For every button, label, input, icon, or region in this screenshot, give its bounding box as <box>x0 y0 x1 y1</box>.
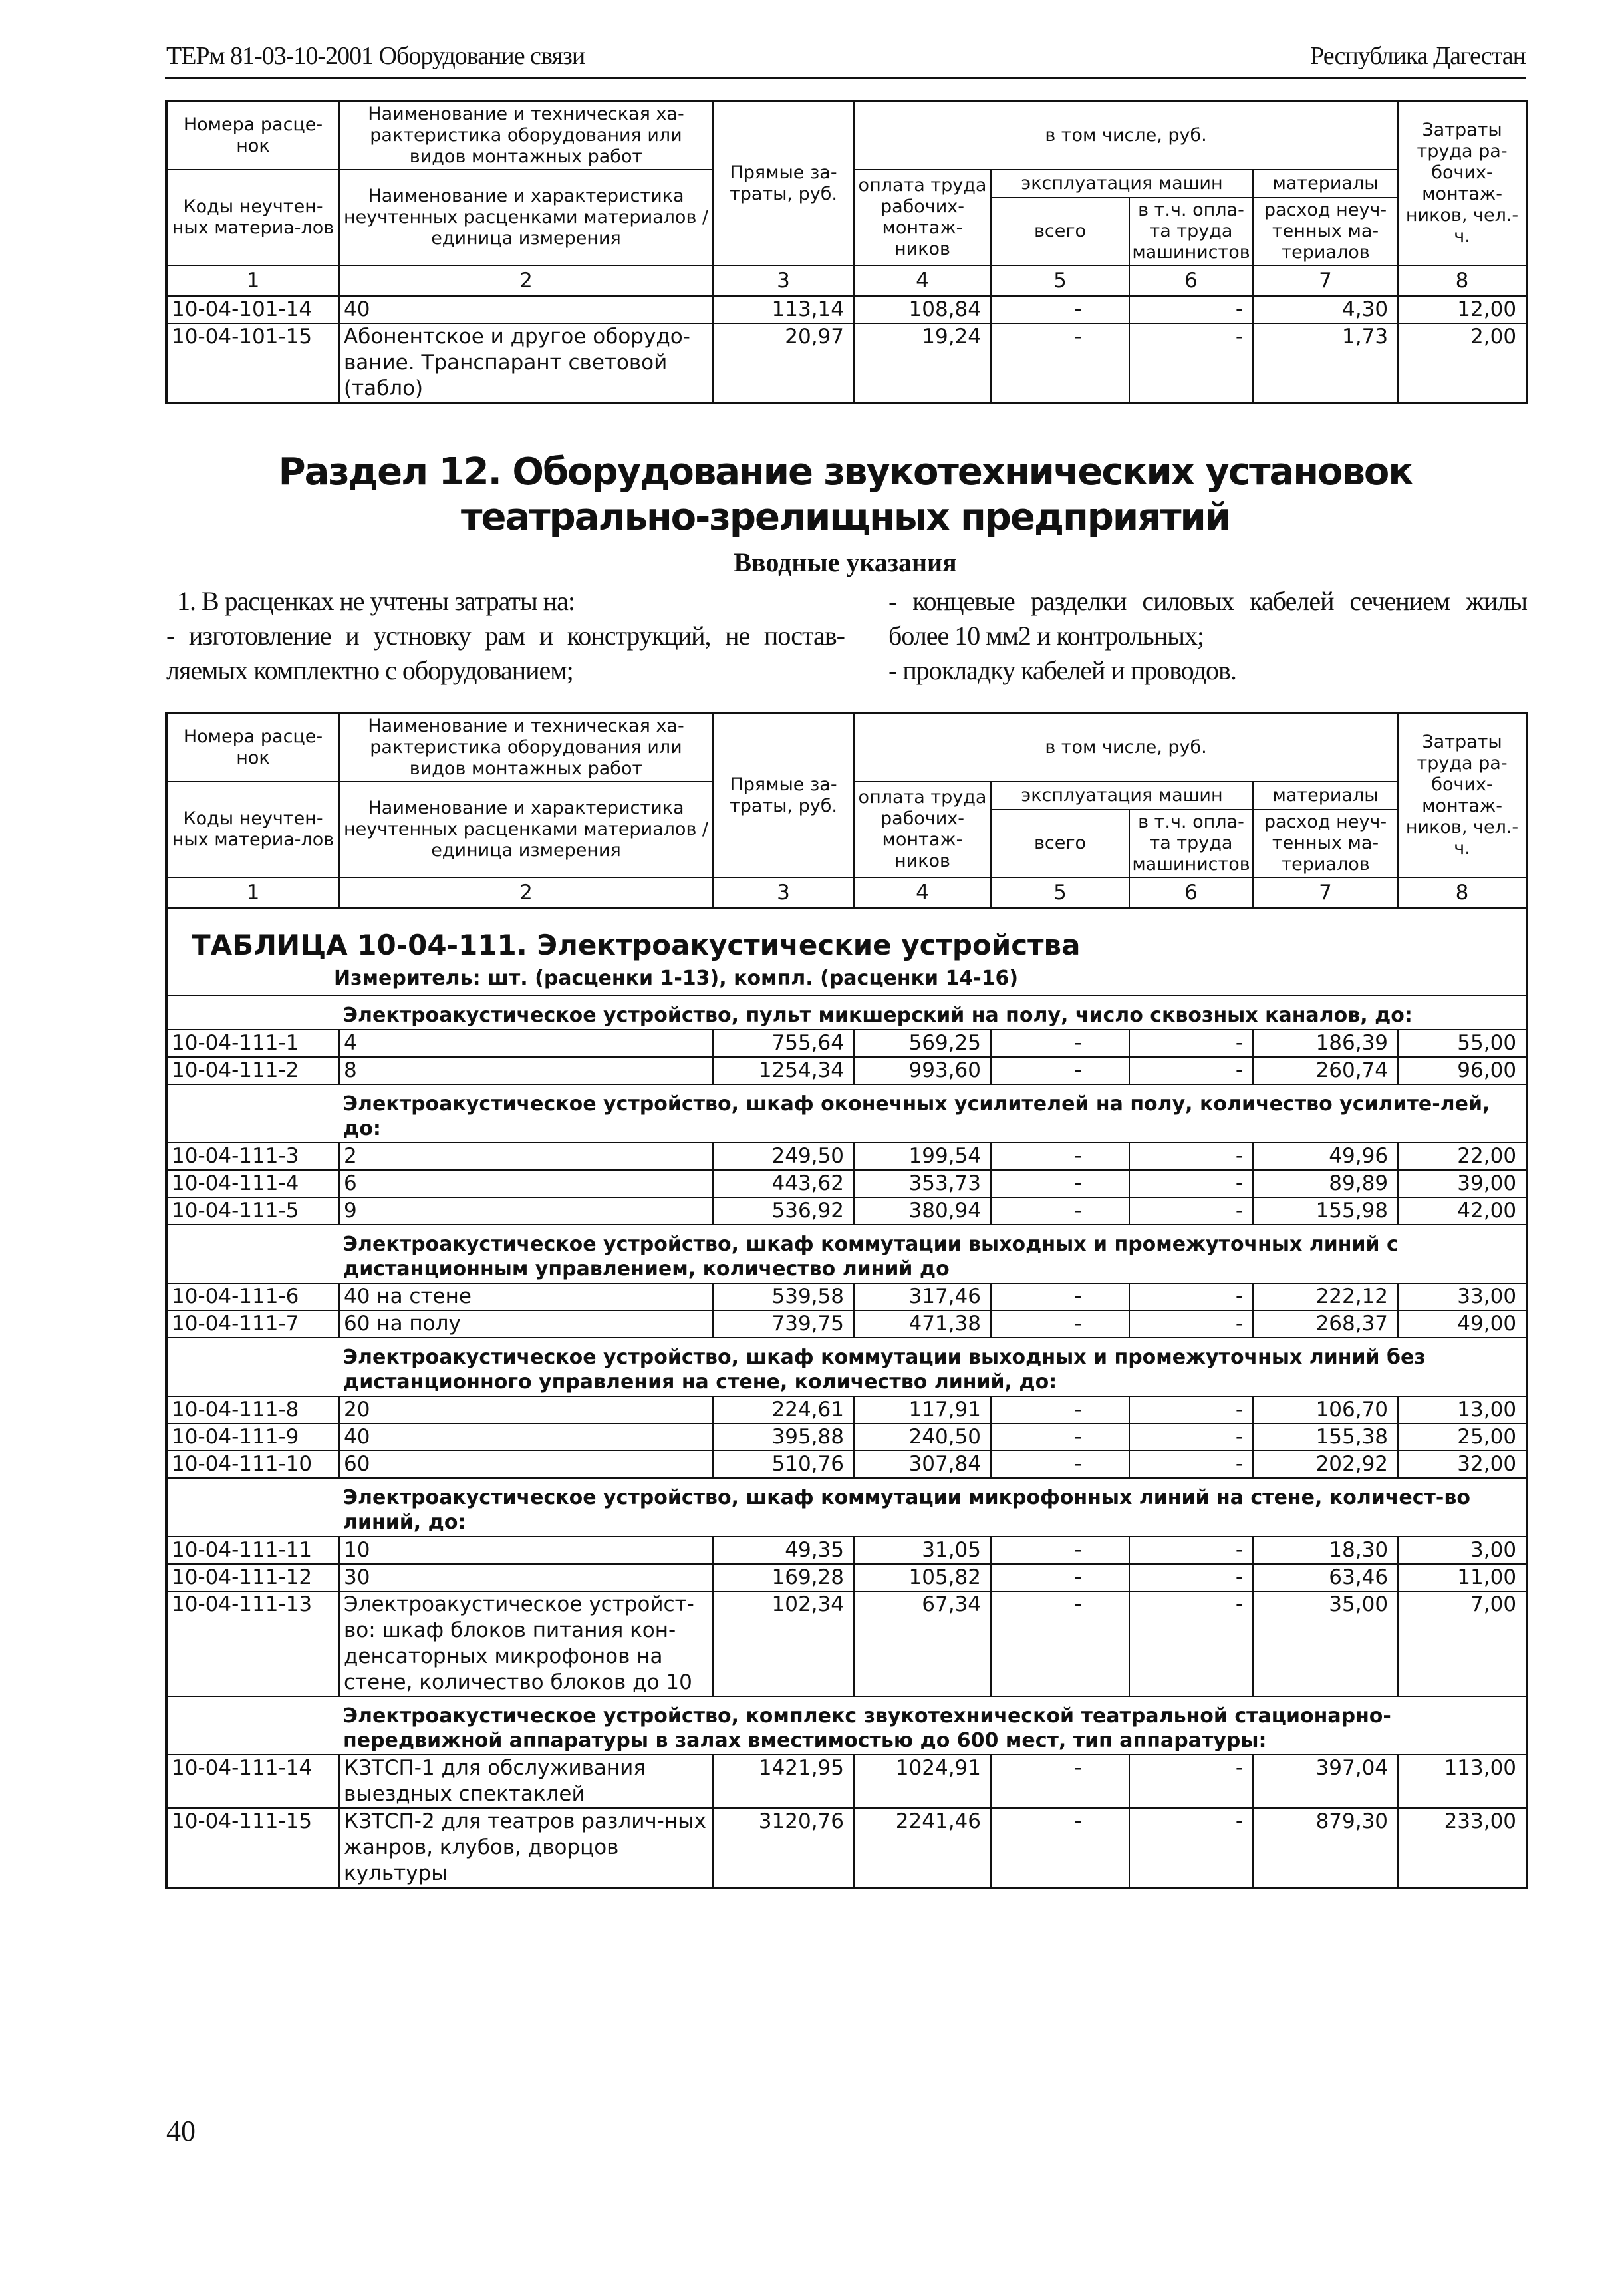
section-title <box>165 450 1526 540</box>
materials-value: 106,70 <box>1253 1396 1398 1424</box>
labor-hours-value: 13,00 <box>1398 1396 1527 1424</box>
col-head-work-name: Наименование и техническая ха-рактеристика оборудования или видов монтажных работ <box>339 101 713 170</box>
worker-pay-value: 317,46 <box>854 1283 991 1310</box>
machine-total-value: - <box>991 1310 1129 1338</box>
machine-total-value: - <box>991 1564 1129 1591</box>
col-index-number: 1 <box>166 877 339 908</box>
table-title: ТАБЛИЦА 10-04-111. Электроакустические устройства <box>192 929 1081 961</box>
machinist-pay-value: - <box>1129 1451 1253 1478</box>
rate-name: 30 <box>339 1564 713 1591</box>
rate-code: 10-04-111-3 <box>166 1143 339 1170</box>
col-head-material-codes: Коды неучтен-ных материа-лов <box>166 782 339 877</box>
table-row <box>166 1197 1527 1225</box>
worker-pay-value: 240,50 <box>854 1424 991 1451</box>
col-head-machinist-pay: в т.ч. опла-та труда машинистов <box>1129 198 1253 265</box>
col-head-including: в том числе, руб. <box>854 713 1398 782</box>
col-index-number: 5 <box>991 877 1129 908</box>
rate-code: 10-04-101-14 <box>166 296 339 323</box>
machinist-pay-value: - <box>1129 1030 1253 1057</box>
col-index-number: 6 <box>1129 265 1253 296</box>
machine-total-value: - <box>991 1283 1129 1310</box>
labor-hours-value: 55,00 <box>1398 1030 1527 1057</box>
direct-costs-value: 1254,34 <box>713 1057 854 1084</box>
col-head-worker-pay: оплата труда рабочих-монтаж-ников <box>854 170 991 265</box>
col-head-rate-number: Номера расце-нок <box>166 713 339 782</box>
rate-name: КЗТСП-2 для театров различ-ных жанров, клубов, дворцов культуры <box>339 1808 713 1888</box>
direct-costs-value: 1421,95 <box>713 1755 854 1808</box>
direct-costs-value: 3120,76 <box>713 1808 854 1888</box>
machine-total-value: - <box>991 323 1129 403</box>
rate-code: 10-04-111-7 <box>166 1310 339 1338</box>
group-heading: Электроакустическое устройство, пульт микшерский на полу, число сквозных каналов, до: <box>339 996 1527 1030</box>
materials-value: 155,98 <box>1253 1197 1398 1225</box>
rate-name: 60 <box>339 1451 713 1478</box>
direct-costs-value: 510,76 <box>713 1451 854 1478</box>
machinist-pay-value: - <box>1129 1310 1253 1338</box>
col-head-unaccounted-materials: расход неуч-тенных ма-териалов <box>1253 198 1398 265</box>
col-head-machine-total: всего <box>991 810 1129 877</box>
col-index-number: 2 <box>339 265 713 296</box>
section-title-line2: театрально-зрелищных предприятий <box>461 496 1230 539</box>
rate-name: 60 на полу <box>339 1310 713 1338</box>
table-row <box>166 1170 1527 1197</box>
rate-code: 10-04-111-9 <box>166 1424 339 1451</box>
labor-hours-value: 2,00 <box>1398 323 1527 403</box>
rate-code: 10-04-111-15 <box>166 1808 339 1888</box>
materials-value: 89,89 <box>1253 1170 1398 1197</box>
group-heading-row <box>166 1338 1527 1396</box>
table-row <box>166 1755 1527 1808</box>
rate-code: 10-04-101-15 <box>166 323 339 403</box>
col-index-number: 6 <box>1129 877 1253 908</box>
direct-costs-value: 102,34 <box>713 1591 854 1696</box>
labor-hours-value: 3,00 <box>1398 1537 1527 1564</box>
labor-hours-value: 42,00 <box>1398 1197 1527 1225</box>
direct-costs-value: 169,28 <box>713 1564 854 1591</box>
worker-pay-value: 19,24 <box>854 323 991 403</box>
labor-hours-value: 33,00 <box>1398 1283 1527 1310</box>
machine-total-value: - <box>991 1451 1129 1478</box>
rate-name: КЗТСП-1 для обслуживания выездных спектаклей <box>339 1755 713 1808</box>
worker-pay-value: 67,34 <box>854 1591 991 1696</box>
page-number: 40 <box>166 2115 196 2147</box>
labor-hours-value: 49,00 <box>1398 1310 1527 1338</box>
machinist-pay-value: - <box>1129 1057 1253 1084</box>
worker-pay-value: 199,54 <box>854 1143 991 1170</box>
rate-code: 10-04-111-11 <box>166 1537 339 1564</box>
machinist-pay-value: - <box>1129 1564 1253 1591</box>
group-heading-row <box>166 996 1527 1030</box>
machinist-pay-value: - <box>1129 296 1253 323</box>
col-head-material-codes: Коды неучтен-ных материа-лов <box>166 170 339 265</box>
intro-paragraph: - изготовление и устновку рам и конструкций, не постав-ляемых комплектно с оборудованием; <box>166 621 845 685</box>
table-row <box>166 1591 1527 1696</box>
col-head-material-name: Наименование и характеристика неучтенных расценками материалов / единица измерения <box>339 782 713 877</box>
intro-paragraph: - прокладку кабелей и проводов. <box>888 655 1236 685</box>
machinist-pay-value: - <box>1129 1197 1253 1225</box>
running-header-region: Республика Дагестан <box>1310 42 1526 70</box>
direct-costs-value: 113,14 <box>713 296 854 323</box>
col-head-materials: материалы <box>1253 782 1398 810</box>
direct-costs-value: 395,88 <box>713 1424 854 1451</box>
col-index-number: 2 <box>339 877 713 908</box>
intro-right-column <box>888 584 1527 688</box>
group-heading: Электроакустическое устройство, шкаф коммутации микрофонных линий на стене, количест-во линий, до: <box>339 1478 1527 1537</box>
rate-name: 40 <box>339 1424 713 1451</box>
col-head-including: в том числе, руб. <box>854 101 1398 170</box>
machinist-pay-value: - <box>1129 1808 1253 1888</box>
machine-total-value: - <box>991 1424 1129 1451</box>
section-title-line1: Раздел 12. Оборудование звукотехнических установок <box>278 450 1413 494</box>
rate-name: 20 <box>339 1396 713 1424</box>
machinist-pay-value: - <box>1129 1143 1253 1170</box>
rate-name: 40 <box>339 296 713 323</box>
header-rule <box>165 77 1526 79</box>
labor-hours-value: 22,00 <box>1398 1143 1527 1170</box>
worker-pay-value: 2241,46 <box>854 1808 991 1888</box>
table-row <box>166 323 1527 403</box>
worker-pay-value: 353,73 <box>854 1170 991 1197</box>
col-index-number: 3 <box>713 265 854 296</box>
materials-value: 35,00 <box>1253 1591 1398 1696</box>
rate-name: 6 <box>339 1170 713 1197</box>
rate-name: 2 <box>339 1143 713 1170</box>
table-row <box>166 1451 1527 1478</box>
machine-total-value: - <box>991 1396 1129 1424</box>
rate-code: 10-04-111-5 <box>166 1197 339 1225</box>
labor-hours-value: 32,00 <box>1398 1451 1527 1478</box>
table-row <box>166 1283 1527 1310</box>
rates-table-top <box>165 100 1528 404</box>
rate-code: 10-04-111-2 <box>166 1057 339 1084</box>
intro-heading: Вводные указания <box>734 547 957 577</box>
labor-hours-value: 39,00 <box>1398 1170 1527 1197</box>
worker-pay-value: 471,38 <box>854 1310 991 1338</box>
worker-pay-value: 105,82 <box>854 1564 991 1591</box>
machine-total-value: - <box>991 1143 1129 1170</box>
rate-name: 4 <box>339 1030 713 1057</box>
col-index-number: 7 <box>1253 265 1398 296</box>
labor-hours-value: 113,00 <box>1398 1755 1527 1808</box>
materials-value: 879,30 <box>1253 1808 1398 1888</box>
col-head-direct-costs: Прямые за-траты, руб. <box>713 713 854 877</box>
col-head-direct-costs: Прямые за-траты, руб. <box>713 101 854 265</box>
machine-total-value: - <box>991 1170 1129 1197</box>
rate-name: 10 <box>339 1537 713 1564</box>
materials-value: 4,30 <box>1253 296 1398 323</box>
direct-costs-value: 249,50 <box>713 1143 854 1170</box>
col-index-number: 8 <box>1398 265 1527 296</box>
table-row <box>166 1424 1527 1451</box>
labor-hours-value: 25,00 <box>1398 1424 1527 1451</box>
col-head-machine-use: эксплуатация машин <box>991 170 1253 198</box>
col-head-material-name: Наименование и характеристика неучтенных расценками материалов / единица измерения <box>339 170 713 265</box>
worker-pay-value: 108,84 <box>854 296 991 323</box>
machine-total-value: - <box>991 1030 1129 1057</box>
rate-code: 10-04-111-8 <box>166 1396 339 1424</box>
machinist-pay-value: - <box>1129 1170 1253 1197</box>
materials-value: 49,96 <box>1253 1143 1398 1170</box>
col-head-worker-pay: оплата труда рабочих-монтаж-ников <box>854 782 991 877</box>
materials-value: 202,92 <box>1253 1451 1398 1478</box>
direct-costs-value: 49,35 <box>713 1537 854 1564</box>
group-heading: Электроакустическое устройство, шкаф оконечных усилителей на полу, количество усилите-лей, до: <box>339 1084 1527 1143</box>
intro-left-column <box>166 584 845 688</box>
col-index-number: 8 <box>1398 877 1527 908</box>
table-measure: Измеритель: шт. (расценки 1-13), компл. (расценки 14-16) <box>334 967 1019 990</box>
machinist-pay-value: - <box>1129 1283 1253 1310</box>
materials-value: 155,38 <box>1253 1424 1398 1451</box>
group-heading-row <box>166 1478 1527 1537</box>
rate-code: 10-04-111-12 <box>166 1564 339 1591</box>
direct-costs-value: 224,61 <box>713 1396 854 1424</box>
rate-code: 10-04-111-13 <box>166 1591 339 1696</box>
materials-value: 260,74 <box>1253 1057 1398 1084</box>
intro-paragraph: 1. В расценках не учтены затраты на: <box>177 586 575 616</box>
col-head-rate-number: Номера расце-нок <box>166 101 339 170</box>
col-head-labor-hours: Затраты труда ра-бочих-монтаж-ников, чел.-ч. <box>1398 713 1527 877</box>
direct-costs-value: 443,62 <box>713 1170 854 1197</box>
direct-costs-value: 755,64 <box>713 1030 854 1057</box>
rate-code: 10-04-111-1 <box>166 1030 339 1057</box>
rates-table-10-04-111 <box>165 712 1528 1889</box>
worker-pay-value: 307,84 <box>854 1451 991 1478</box>
materials-value: 222,12 <box>1253 1283 1398 1310</box>
rate-name: 9 <box>339 1197 713 1225</box>
materials-value: 268,37 <box>1253 1310 1398 1338</box>
materials-value: 18,30 <box>1253 1537 1398 1564</box>
direct-costs-value: 539,58 <box>713 1283 854 1310</box>
machinist-pay-value: - <box>1129 1396 1253 1424</box>
table-row <box>166 1030 1527 1057</box>
labor-hours-value: 96,00 <box>1398 1057 1527 1084</box>
worker-pay-value: 1024,91 <box>854 1755 991 1808</box>
col-index-number: 7 <box>1253 877 1398 908</box>
machinist-pay-value: - <box>1129 1591 1253 1696</box>
machinist-pay-value: - <box>1129 1755 1253 1808</box>
col-index-number: 4 <box>854 877 991 908</box>
direct-costs-value: 739,75 <box>713 1310 854 1338</box>
col-head-machinist-pay: в т.ч. опла-та труда машинистов <box>1129 810 1253 877</box>
group-heading: Электроакустическое устройство, шкаф коммутации выходных и промежуточных линий с дистанционным управлением, количество линий до <box>339 1225 1527 1283</box>
worker-pay-value: 569,25 <box>854 1030 991 1057</box>
worker-pay-value: 31,05 <box>854 1537 991 1564</box>
group-heading: Электроакустическое устройство, шкаф коммутации выходных и промежуточных линий без дистанционного управления на стене, количество линий, до: <box>339 1338 1527 1396</box>
col-head-unaccounted-materials: расход неуч-тенных ма-териалов <box>1253 810 1398 877</box>
worker-pay-value: 993,60 <box>854 1057 991 1084</box>
machine-total-value: - <box>991 1755 1129 1808</box>
table-row <box>166 1396 1527 1424</box>
table-row <box>166 1808 1527 1888</box>
machinist-pay-value: - <box>1129 1424 1253 1451</box>
rate-name: Абонентское и другое оборудо-вание. Транспарант световой (табло) <box>339 323 713 403</box>
materials-value: 63,46 <box>1253 1564 1398 1591</box>
worker-pay-value: 380,94 <box>854 1197 991 1225</box>
col-index-number: 4 <box>854 265 991 296</box>
group-heading-row <box>166 1084 1527 1143</box>
group-heading-row <box>166 1696 1527 1755</box>
col-head-work-name: Наименование и техническая ха-рактеристика оборудования или видов монтажных работ <box>339 713 713 782</box>
materials-value: 186,39 <box>1253 1030 1398 1057</box>
table-row <box>166 1057 1527 1084</box>
col-index-number: 3 <box>713 877 854 908</box>
machine-total-value: - <box>991 1808 1129 1888</box>
group-heading-row <box>166 1225 1527 1283</box>
table-row <box>166 1564 1527 1591</box>
direct-costs-value: 536,92 <box>713 1197 854 1225</box>
col-head-labor-hours: Затраты труда ра-бочих-монтаж-ников, чел.-ч. <box>1398 101 1527 265</box>
table-row <box>166 1310 1527 1338</box>
machine-total-value: - <box>991 1591 1129 1696</box>
col-head-materials: материалы <box>1253 170 1398 198</box>
col-index-number: 1 <box>166 265 339 296</box>
rate-name: 40 на стене <box>339 1283 713 1310</box>
col-index-number: 5 <box>991 265 1129 296</box>
col-head-machine-total: всего <box>991 198 1129 265</box>
direct-costs-value: 20,97 <box>713 323 854 403</box>
rate-name: Электроакустическое устройст-во: шкаф блоков питания кон-денсаторных микрофонов на стене, количество блоков до 10 <box>339 1591 713 1696</box>
rate-code: 10-04-111-4 <box>166 1170 339 1197</box>
materials-value: 1,73 <box>1253 323 1398 403</box>
col-head-machine-use: эксплуатация машин <box>991 782 1253 810</box>
table-row <box>166 296 1527 323</box>
rate-code: 10-04-111-14 <box>166 1755 339 1808</box>
machine-total-value: - <box>991 1537 1129 1564</box>
table-row <box>166 1537 1527 1564</box>
intro-paragraph: - концевые разделки силовых кабелей сечением жилы более 10 мм2 и контрольных; <box>888 586 1527 651</box>
table-row <box>166 1143 1527 1170</box>
machine-total-value: - <box>991 296 1129 323</box>
machinist-pay-value: - <box>1129 323 1253 403</box>
rate-name: 8 <box>339 1057 713 1084</box>
rate-code: 10-04-111-10 <box>166 1451 339 1478</box>
machine-total-value: - <box>991 1197 1129 1225</box>
machine-total-value: - <box>991 1057 1129 1084</box>
machinist-pay-value: - <box>1129 1537 1253 1564</box>
labor-hours-value: 11,00 <box>1398 1564 1527 1591</box>
materials-value: 397,04 <box>1253 1755 1398 1808</box>
group-heading: Электроакустическое устройство, комплекс звукотехнической театральной стационарно-передвижной аппаратуры в залах вместимостью до 600 мест, тип аппаратуры: <box>339 1696 1527 1755</box>
labor-hours-value: 7,00 <box>1398 1591 1527 1696</box>
rate-code: 10-04-111-6 <box>166 1283 339 1310</box>
running-header-title: ТЕРм 81-03-10-2001 Оборудование связи <box>166 42 585 70</box>
worker-pay-value: 117,91 <box>854 1396 991 1424</box>
labor-hours-value: 12,00 <box>1398 296 1527 323</box>
labor-hours-value: 233,00 <box>1398 1808 1527 1888</box>
